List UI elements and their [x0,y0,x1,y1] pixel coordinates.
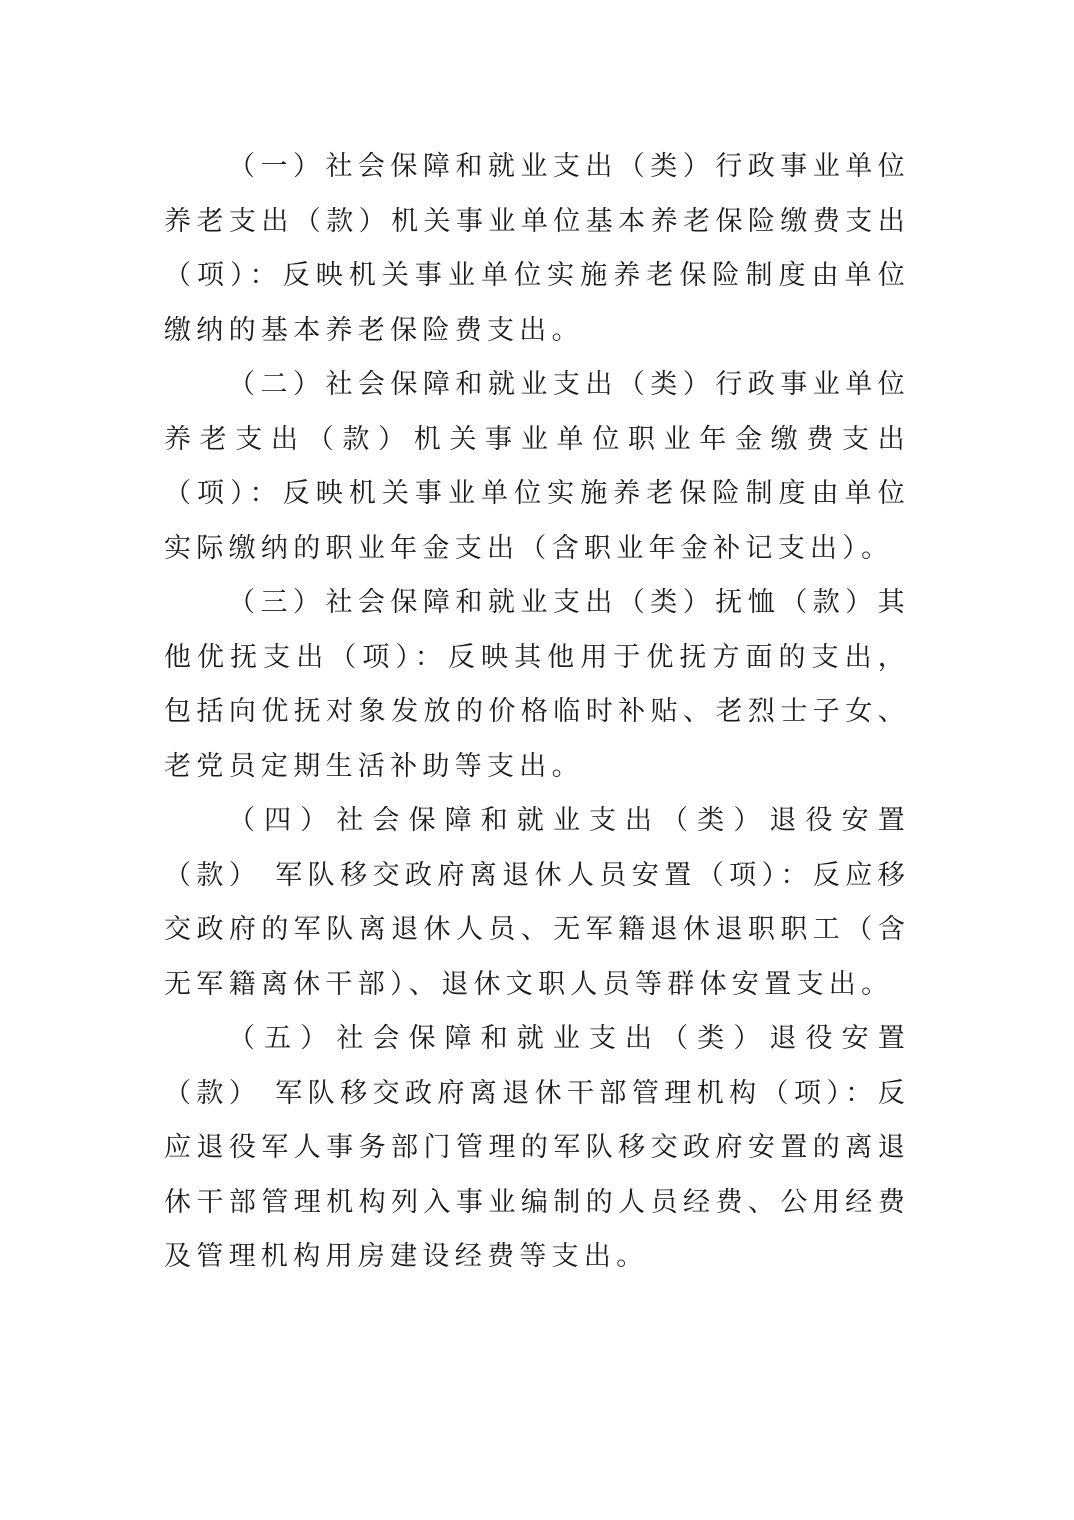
paragraph-2: （二）社会保障和就业支出（类）行政事业单位养老支出（款）机关事业单位职业年金缴费支出（项）：反映机关事业单位实施养老保险制度由单位实际缴纳的职业年金支出（含职业年金补记支出）。 [164,369,910,564]
paragraph-3: （三）社会保障和就业支出（类）抚恤（款）其他优抚支出（项）：反映其他用于优抚方面的支出，包括向优抚对象发放的价格临时补贴、老烈士子女、老党员定期生活补助等支出。 [164,587,910,782]
paragraph-1: （一）社会保障和就业支出（类）行政事业单位养老支出（款）机关事业单位基本养老保险缴费支出（项）：反映机关事业单位实施养老保险制度由单位缴纳的基本养老保险费支出。 [164,151,910,346]
document-body [164,140,910,1285]
paragraph-5: （五）社会保障和就业支出（类）退役安置（款） 军队移交政府离退休干部管理机构（项）：反应退役军人事务部门管理的军队移交政府安置的离退休干部管理机构列入事业编制的人员经费、公用经费及管理机构用房建设经费等支出。 [164,1023,910,1272]
paragraph-4: （四）社会保障和就业支出（类）退役安置（款） 军队移交政府离退休人员安置（项）：反应移交政府的军队离退休人员、无军籍退休退职职工（含无军籍离休干部）、退休文职人员等群体安置支出。 [164,805,910,1000]
